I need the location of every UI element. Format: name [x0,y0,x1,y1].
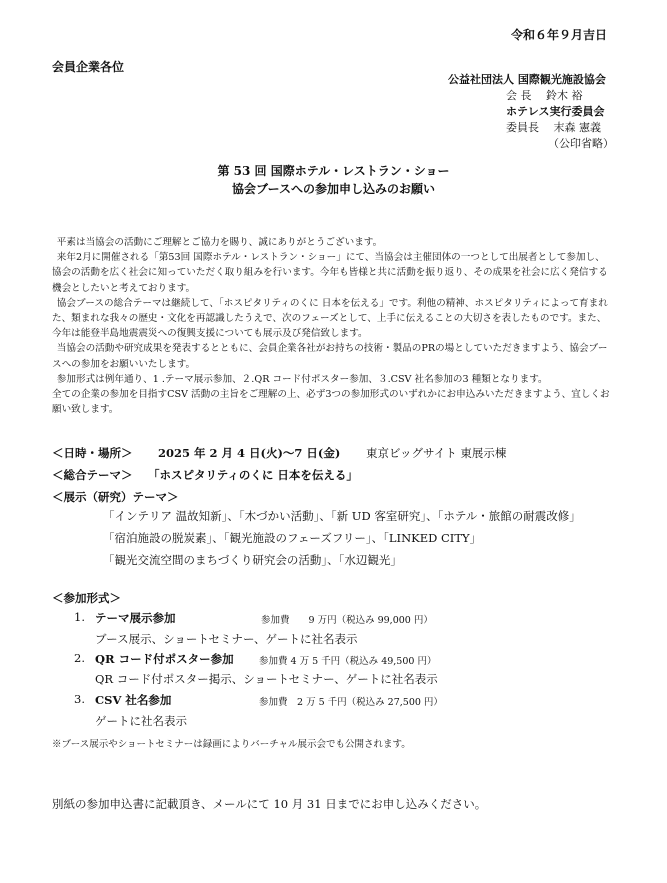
sender-block [448,72,614,152]
theme-label: ＜総合テーマ＞ [52,468,133,482]
seal-note: （公印省略） [548,137,614,150]
closing-instructions: 別紙の参加申込書に記載頂き、メールにて 10 月 31 日までにお申し込みください。 [52,797,487,811]
item-2-name: QR コード付ポスター参加 [95,652,234,666]
item-2-detail: QR コード付ポスター掲示、ショートセミナー、ゲートに社名表示 [95,672,438,686]
document-title-line2: 協会ブースへの参加申し込みのお願い [231,182,436,196]
item-3-detail: ゲートに社名表示 [95,714,187,728]
research-label: ＜展示（研究）テーマ＞ [52,490,179,504]
sender-org: 公益社団法人 国際観光施設協会 [448,73,606,86]
theme-value: 「ホスピタリティのくに 日本を伝える」 [148,468,358,482]
datetime-value: 2025 年 2 月 4 日(火)～7 日(金) [158,446,341,460]
sender-committee: ホテレス実行委員会 [506,105,605,118]
body-paragraph-4: 当協会の活動や研究成果を発表するとともに、会員企業各社がお持ちの技術・製品のPRの場としていただきますよう、協会ブースへの参加をお願いいたします。 [52,343,608,370]
sender-committee-chair: 委員長 末森 憲義 [506,121,601,134]
item-1-detail: ブース展示、ショートセミナー、ゲートに社名表示 [95,632,358,646]
participation-label: ＜参加形式＞ [52,591,121,605]
datetime-label: ＜日時・場所＞ [52,446,133,460]
body-paragraph-3: 協会ブースの総合テーマは継続して、「ホスピタリティのくに 日本を伝える」です。利他の精神、ホスピタリティによって育まれた、類まれな我々の歴史・文化を再認識したうえで、次のフェーズとして、上手に伝えることの大切さを表したものです。また、今年は能登半島地震震災への復興支援についても展示及び発信致します。 [52,297,608,340]
body-paragraph-1: 平素は当協会の活動にご理解とご協力を賜り、誠にありがとうございます。 [56,237,383,248]
venue: 東京ビッグサイト 東展示棟 [366,446,507,460]
participation-note: ※ブース展示やショートセミナーは録画によりバーチャル展示会でも公開されます。 [52,739,411,750]
research-line-2: 「宿泊施設の脱炭素」、「観光施設のフェーズフリー」、「LINKED CITY」 [103,531,482,545]
sender-chair: 会 長 鈴木 裕 [506,89,583,102]
research-line-3: 「観光交流空間のまちづくり研究会の活動」、「水辺観光」 [103,553,402,567]
item-2-fee: 参加費 4 万 5 千円（税込み 49,500 円） [259,656,437,667]
item-3-name: CSV 社名参加 [95,693,172,707]
item-3-fee: 参加費 2 万 5 千円（税込み 27,500 円） [259,697,443,708]
item-3-num: 3. [74,692,85,706]
document-date: 令和６年９月吉日 [510,28,607,42]
recipient: 会員企業各位 [52,60,125,74]
document-title-line1: 第 53 回 国際ホテル・レストラン・ショー [217,164,450,178]
body-paragraph-5: 参加形式は例年通り、1 .テーマ展示参加、２.QR コード付ポスター参加、３.CSV 社名参加の3 種類となります。 [56,373,548,385]
body-text [52,235,612,417]
item-1-num: 1. [74,610,85,624]
research-line-1: 「インテリア 温故知新」、「木づかい活動」、「新 UD 客室研究」、「ホテル・旅館の耐震改修」 [103,509,581,523]
body-paragraph-2: 来年2月に開催される「第53回 国際ホテル・レストラン・ショー」にて、当協会は主催団体の一つとして出展者として参加し、協会の活動を広く社会に知っていただく取り組みを行います。今年も皆様と共に活動を振り返り、その成果を社会に広く発信する機会としたいと考えております。 [52,252,608,294]
item-1-name: テーマ展示参加 [95,611,176,625]
item-1-fee: 参加費 9 万円（税込み 99,000 円） [261,615,433,626]
item-2-num: 2. [74,651,85,665]
body-paragraph-6: 全ての企業の参加を目指すCSV 活動の主旨をご理解の上、必ず3つの参加形式のいずれかにお申込みいただきますよう、宜しくお願い致します。 [52,389,610,416]
